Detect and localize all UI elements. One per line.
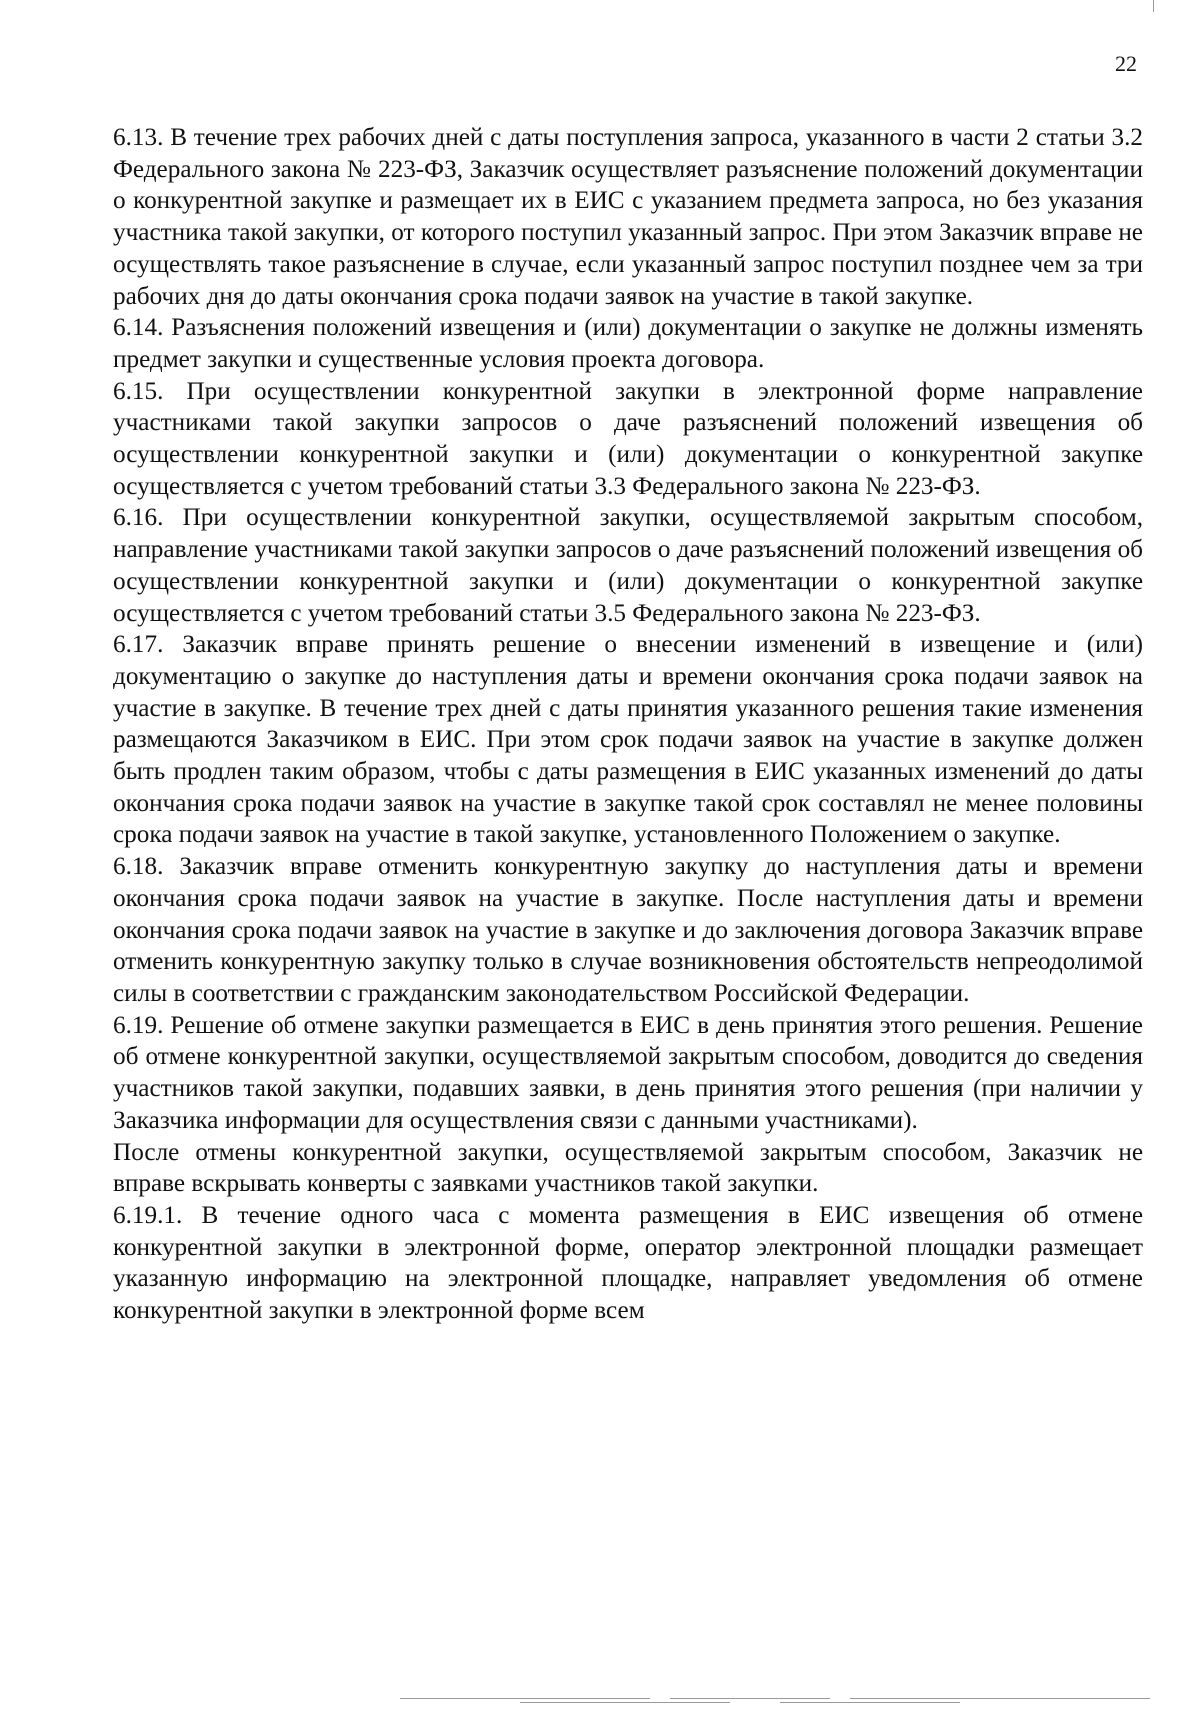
page-number: 22 — [1115, 51, 1137, 76]
paragraph-6-19-1: 6.19.1. В течение одного часа с момента размещения в ЕИС извещения об отмене конкурентной закупки в электронной форме, оператор электронной площадки размещает указанную информацию на электронной площадке, направляет уведомления об отмене конкурентной закупки в электронной форме всем — [113, 1201, 1143, 1325]
scan-edge-lines — [400, 1698, 1150, 1704]
paragraph-6-19: 6.19. Решение об отмене закупки размещается в ЕИС в день принятия этого решения. Решение об отмене конкурентной закупки, осуществляемой закрытым способом, доводится до сведения участников такой закупки, подавших заявки, в день принятия этого решения (при наличии у Заказчика информации для осуществления связи с данными участниками). — [113, 1011, 1143, 1134]
page-edge-mark — [1153, 0, 1154, 12]
paragraph-6-18: 6.18. Заказчик вправе отменить конкурентную закупку до наступления даты и времени окончания срока подачи заявок на участие в закупке. После наступления даты и времени окончания срока подачи заявок на участие в закупке и до заключения договора Заказчик вправе отменить конкурентную закупку только в случае возникновения обстоятельств непреодолимой силы в соответствии с гражданским законодательством Российской Федерации. — [113, 853, 1143, 1007]
paragraph-6-19-continuation: После отмены конкурентной закупки, осуществляемой закрытым способом, Заказчик не вправе вскрывать конверты с заявками участников такой закупки. — [113, 1138, 1143, 1198]
document-body — [113, 122, 1143, 1327]
paragraph-6-15: 6.15. При осуществлении конкурентной закупки в электронной форме направление участниками такой закупки запросов о даче разъяснений положений извещения об осуществлении конкурентной закупки и (или) документации о конкурентной закупке осуществляется с учетом требований статьи 3.3 Федерального закона № 223-ФЗ. — [113, 377, 1143, 500]
paragraph-6-16: 6.16. При осуществлении конкурентной закупки, осуществляемой закрытым способом, направление участниками такой закупки запросов о даче разъяснений положений извещения об осуществлении конкурентной закупки и (или) документации о конкурентной закупке осуществляется с учетом требований статьи 3.5 Федерального закона № 223-ФЗ. — [113, 504, 1143, 627]
paragraph-6-14: 6.14. Разъяснения положений извещения и (или) документации о закупке не должны изменять предмет закупки и существенные условия проекта договора. — [113, 314, 1143, 373]
paragraph-6-13: 6.13. В течение трех рабочих дней с даты поступления запроса, указанного в части 2 статьи 3.2 Федерального закона № 223-ФЗ, Заказчик осуществляет разъяснение положений документации о конкурентной закупке и размещает их в ЕИС с указанием предмета запроса, но без указания участника такой закупки, от которого поступил указанный запрос. При этом Заказчик вправе не осуществлять такое разъяснение в случае, если указанный запрос поступил позднее чем за три рабочих дня до даты окончания срока подачи заявок на участие в такой закупке. — [113, 124, 1143, 310]
paragraph-6-17: 6.17. Заказчик вправе принять решение о внесении изменений в извещение и (или) документацию о закупке до наступления даты и времени окончания срока подачи заявок на участие в закупке. В течение трех дней с даты принятия указанного решения такие изменения размещаются Заказчиком в ЕИС. При этом срок подачи заявок на участие в закупке должен быть продлен таким образом, чтобы с даты размещения в ЕИС указанных изменений до даты окончания срока подачи заявок на участие в закупке такой срок составлял не менее половины срока подачи заявок на участие в такой закупке, установленного Положением о закупке. — [113, 631, 1143, 849]
